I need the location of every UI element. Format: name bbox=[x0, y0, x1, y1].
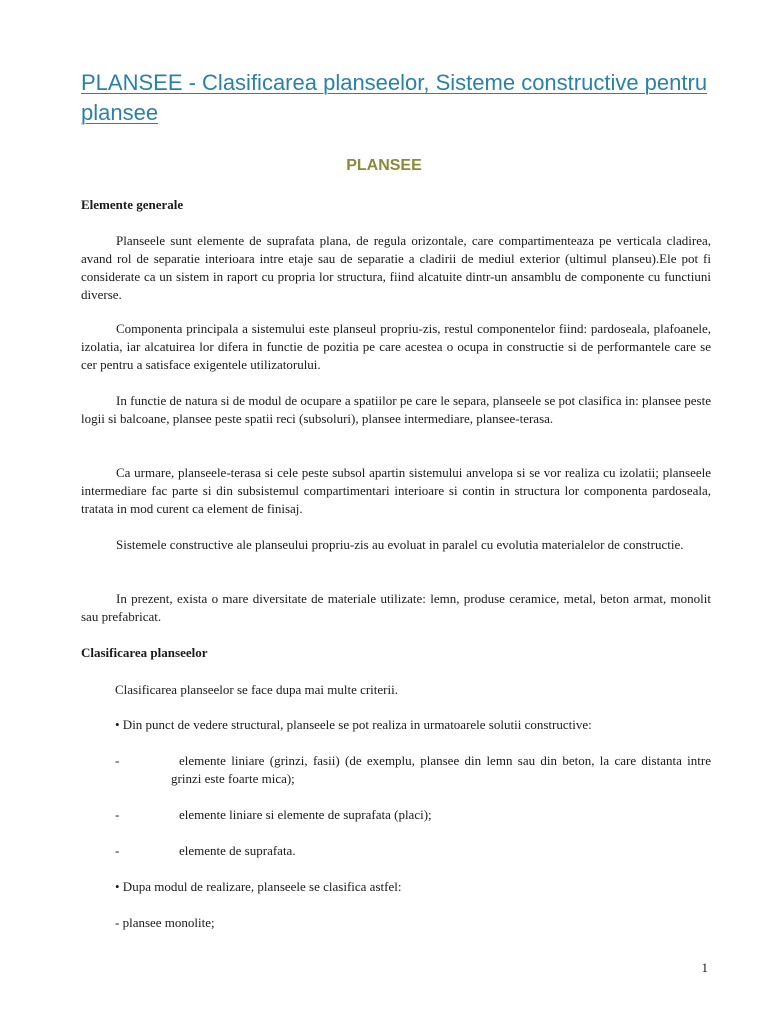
list-item-text: elemente de suprafata. bbox=[179, 843, 296, 858]
list-dash: - bbox=[115, 753, 120, 768]
list-item bbox=[115, 806, 711, 824]
document-title-link[interactable]: PLANSEE - Clasificarea planseelor, Sisteme constructive pentru plansee bbox=[81, 70, 708, 125]
paragraph-1: Planseele sunt elemente de suprafata plana, de regula orizontale, care compartimenteaza pe verticala cladirea, avand rol de separatie interioara intre etaje sau de separatie a cladirii de mediul exterior (ultimul planseu).Ele pot fi considerate ca un sistem in raport cu propria lor structura, fiind alcatuite dintr-un ansamblu de componente cu functiuni diverse. bbox=[81, 233, 711, 302]
paragraph-4: Ca urmare, planseele-terasa si cele peste subsol apartin sistemului anvelopa si se vor realiza cu izolatii; planseele intermediare fac parte si din subsistemul compartimentari interioare si contin in structura lor componenta pardoseala, tratata in mod curent ca element de finisaj. bbox=[81, 465, 711, 516]
subheading-classification: Clasificarea planseelor bbox=[81, 645, 208, 660]
list-item-text: elemente liniare (grinzi, fasii) (de exemplu, plansee din lemn sau din beton, la care distanta intre grinzi este foarte mica); bbox=[171, 753, 711, 786]
paragraph-3: In functie de natura si de modul de ocupare a spatiilor pe care le separa, planseele se pot clasifica in: plansee peste logii si balcoane, plansee peste spatii reci (subsoluri), plansee intermediare, plansee-terasa. bbox=[81, 393, 711, 426]
list-dash: - bbox=[115, 807, 120, 822]
list-item-text: elemente liniare si elemente de suprafata (placi); bbox=[179, 807, 432, 822]
list-item bbox=[115, 752, 711, 788]
paragraph-5: Sistemele constructive ale planseului propriu-zis au evoluat in paralel cu evolutia materialelor de constructie. bbox=[116, 537, 684, 552]
section-heading: PLANSEE bbox=[346, 157, 422, 174]
bullet-structural: • Din punct de vedere structural, planseele se pot realiza in urmatoarele solutii constructive: bbox=[115, 717, 592, 732]
page-number: 1 bbox=[701, 960, 708, 975]
subheading-general: Elemente generale bbox=[81, 197, 184, 212]
paragraph-6: In prezent, exista o mare diversitate de materiale utilizate: lemn, produse ceramice, metal, beton armat, monolit sau prefabricat. bbox=[81, 591, 711, 624]
classification-intro: Clasificarea planseelor se face dupa mai multe criterii. bbox=[115, 682, 398, 697]
list-dash: - bbox=[115, 843, 120, 858]
bullet-realization: • Dupa modul de realizare, planseele se clasifica astfel: bbox=[115, 879, 402, 894]
list-item bbox=[115, 842, 711, 860]
realization-item: - plansee monolite; bbox=[115, 915, 215, 930]
paragraph-2: Componenta principala a sistemului este planseul propriu-zis, restul componentelor fiind: pardoseala, plafoanele, izolatia, iar alcatuirea lor difera in functie de pozitia pe care acestea o ocupa in constructie si de performantele care se cer pentru a satisface exigentele utilizatorului. bbox=[81, 321, 711, 372]
